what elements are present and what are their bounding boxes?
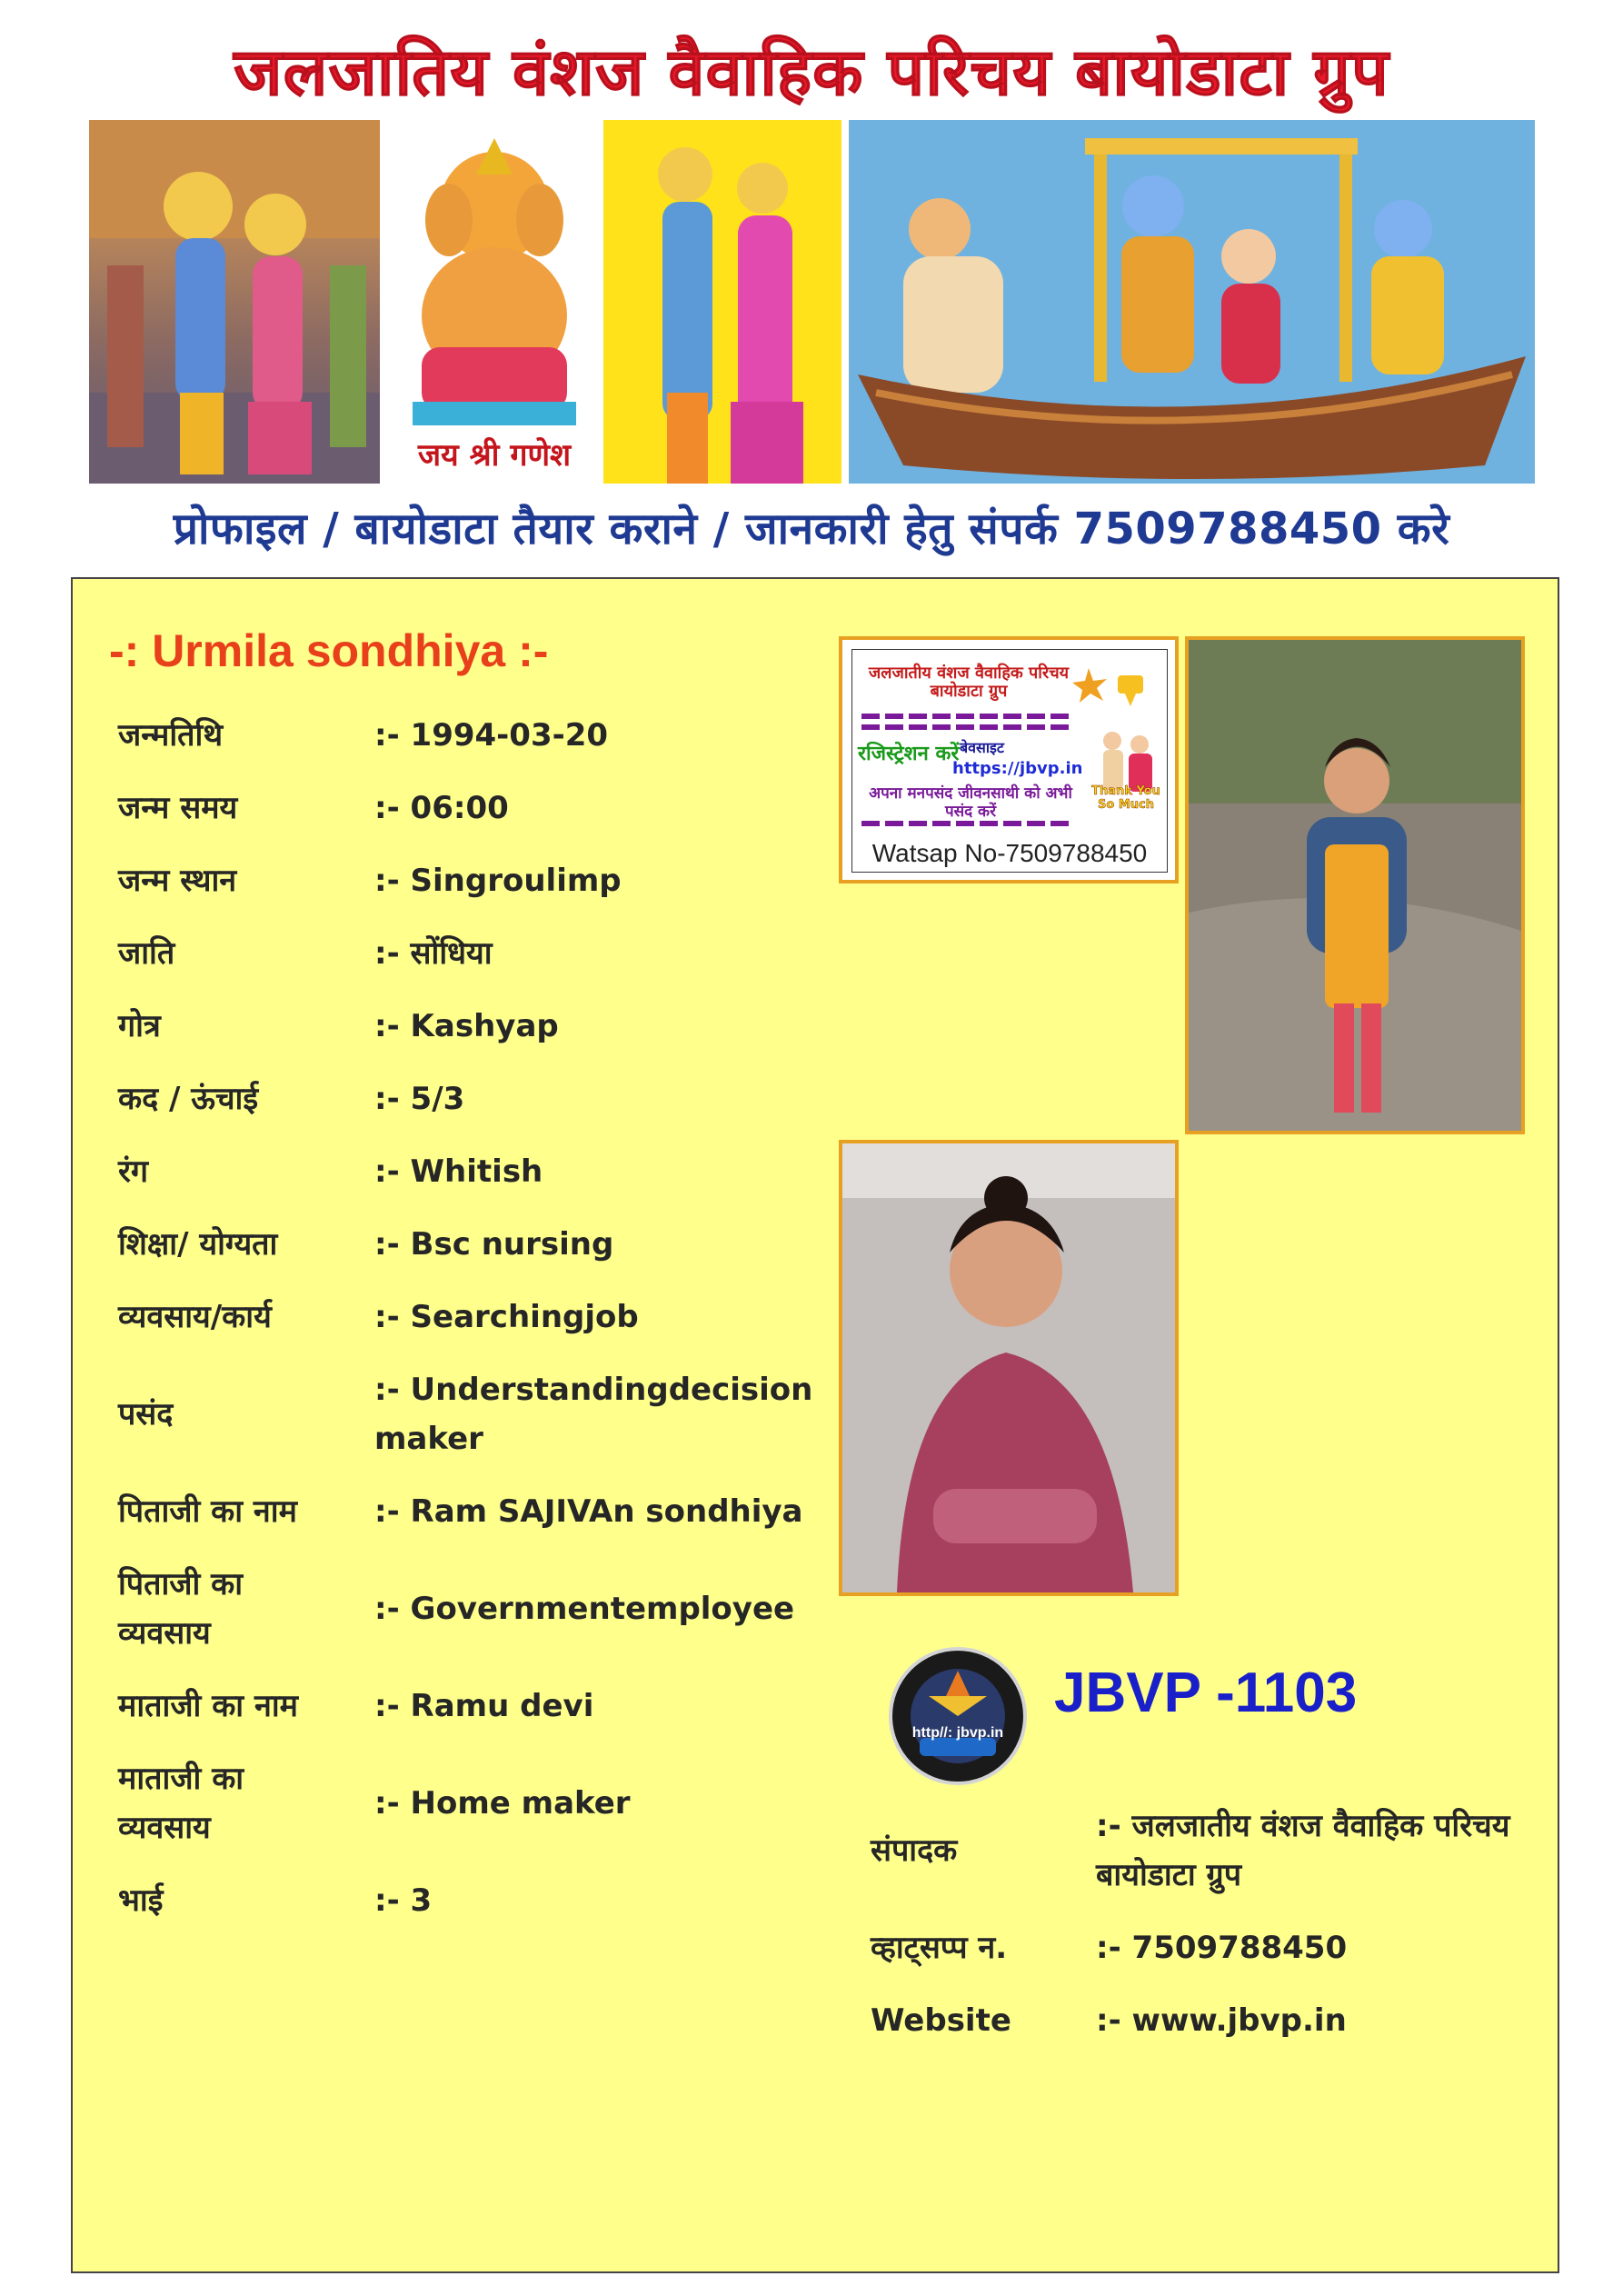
banner-panel-ram-sita-wedding xyxy=(89,120,380,484)
ad-divider xyxy=(861,714,1070,719)
editor-label: Website xyxy=(871,2002,1011,2039)
ad-whatsapp-number: Watsap No-7509788450 xyxy=(871,839,1148,867)
detail-row-gotra xyxy=(118,1002,863,1051)
detail-label: जन्मतिथि xyxy=(118,717,224,754)
detail-value: :- Searchingjob xyxy=(374,1299,639,1335)
detail-value: :- Understandingdecision maker xyxy=(374,1372,813,1457)
detail-value: :- 3 xyxy=(374,1882,433,1919)
detail-label: जन्म स्थान xyxy=(118,863,237,899)
detail-label: जाति xyxy=(118,935,175,972)
detail-row-caste xyxy=(118,929,863,978)
ad-register-text: रजिस्ट्रेशन करें xyxy=(858,743,960,765)
detail-label: माताजी का व्यवसाय xyxy=(118,1761,244,1846)
detail-label: गोत्र xyxy=(118,1008,161,1044)
detail-value: :- Kashyap xyxy=(374,1008,559,1044)
detail-label: रंग xyxy=(118,1153,149,1190)
logo-emblem-icon xyxy=(892,1651,1023,1782)
editor-row-website xyxy=(871,1996,1525,2045)
detail-row-mother-occupation xyxy=(118,1754,863,1852)
detail-value: :- Governmentemployee xyxy=(374,1591,795,1627)
detail-value: :- Ram SAJIVAn sondhiya xyxy=(374,1493,803,1530)
ad-headline: जलजातीय वंशज वैवाहिक परिचय बायोडाटा ग्रुप xyxy=(868,664,1070,701)
detail-value: :- 06:00 xyxy=(374,790,509,826)
detail-label: पिताजी का नाम xyxy=(118,1493,297,1530)
editor-value: :- जलजातीय वंशज वैवाहिक परिचय बायोडाटा ग्रुप xyxy=(1096,1808,1510,1893)
profile-name: -: Urmila sondhiya :- xyxy=(109,625,549,676)
detail-row-mother-name xyxy=(118,1682,863,1731)
detail-row-education xyxy=(118,1220,863,1269)
registration-ad-card[interactable] xyxy=(839,636,1179,883)
detail-label: पसंद xyxy=(118,1396,174,1433)
starburst-pointing-icon xyxy=(1070,666,1152,708)
ad-inner xyxy=(851,649,1168,873)
person-portrait-icon xyxy=(842,1143,1175,1592)
detail-value: :- 5/3 xyxy=(374,1081,465,1117)
person-photo-icon xyxy=(1189,640,1521,1131)
editor-label: संपादक xyxy=(871,1832,958,1869)
banner-caption: जय श्री गणेश xyxy=(417,437,572,474)
group-title: जलजातिय वंशज वैवाहिक परिचय बायोडाटा ग्रुप xyxy=(234,34,1389,110)
detail-row-brothers xyxy=(118,1876,863,1925)
jbvp-logo-icon xyxy=(889,1647,1027,1785)
banner-panel-ram-sita xyxy=(603,120,841,484)
profile-details xyxy=(118,711,863,1925)
ad-thanks: Thank You So Much xyxy=(1091,784,1160,812)
ad-divider xyxy=(861,821,1070,826)
ad-url[interactable]: https://jbvp.in xyxy=(952,759,1083,778)
detail-label: जन्म समय xyxy=(118,790,238,826)
detail-label: माताजी का नाम xyxy=(118,1688,298,1724)
logo-url-text: http//: jbvp.in xyxy=(911,1725,1004,1741)
profile-photo-outdoor[interactable] xyxy=(1185,636,1525,1134)
deity-banner xyxy=(89,120,1540,484)
ad-divider xyxy=(861,724,1070,730)
detail-value: :- Home maker xyxy=(374,1785,631,1822)
banner-panel-boat-scene xyxy=(849,120,1535,484)
editor-row-whatsapp xyxy=(871,1923,1525,1972)
boat-scene-icon xyxy=(849,120,1535,484)
detail-row-birth-time xyxy=(118,784,863,833)
detail-value: :- Whitish xyxy=(374,1153,543,1190)
detail-label: व्यवसाय/कार्य xyxy=(118,1299,272,1335)
deity-illustration-icon xyxy=(89,120,380,484)
biodata-card xyxy=(71,577,1559,2273)
ganesh-icon xyxy=(385,120,603,484)
editor-label: व्हाट्सप्प न. xyxy=(871,1930,1008,1966)
detail-row-preference xyxy=(118,1365,863,1463)
profile-photo-portrait[interactable] xyxy=(839,1140,1179,1596)
editor-row-editor xyxy=(871,1802,1525,1900)
detail-label: भाई xyxy=(118,1882,164,1919)
detail-value: :- Bsc nursing xyxy=(374,1226,614,1263)
ad-tagline: अपना मनपसंद जीवनसाथी को अभी पसंद करें xyxy=(869,784,1072,821)
detail-row-dob xyxy=(118,711,863,760)
detail-value: :- सोंधिया xyxy=(374,935,493,972)
detail-value: :- Ramu devi xyxy=(374,1688,594,1724)
detail-row-birth-place xyxy=(118,856,863,905)
detail-label: कद / ऊंचाई xyxy=(118,1081,259,1117)
banner-panel-ganesh xyxy=(385,120,603,484)
detail-label: पिताजी का व्यवसाय xyxy=(118,1566,244,1652)
ad-website-word: बेवसाइट xyxy=(960,739,1004,756)
detail-value: :- Singroulimp xyxy=(374,863,622,899)
contact-strip: प्रोफाइल / बायोडाटा तैयार कराने / जानकारी हेतु संपर्क 7509788450 करे xyxy=(173,504,1450,554)
detail-row-complexion xyxy=(118,1147,863,1196)
detail-label: शिक्षा/ योग्यता xyxy=(118,1226,278,1263)
detail-row-father-name xyxy=(118,1487,863,1536)
detail-row-father-occupation xyxy=(118,1560,863,1658)
detail-value: :- 1994-03-20 xyxy=(374,717,609,754)
editor-details xyxy=(871,1802,1525,2045)
ram-sita-icon xyxy=(603,120,841,484)
registration-number: JBVP -1103 xyxy=(1054,1662,1358,1724)
editor-value: :- 7509788450 xyxy=(1096,1930,1348,1966)
detail-row-occupation xyxy=(118,1293,863,1342)
detail-row-height xyxy=(118,1074,863,1123)
editor-value[interactable]: :- www.jbvp.in xyxy=(1096,2002,1347,2039)
